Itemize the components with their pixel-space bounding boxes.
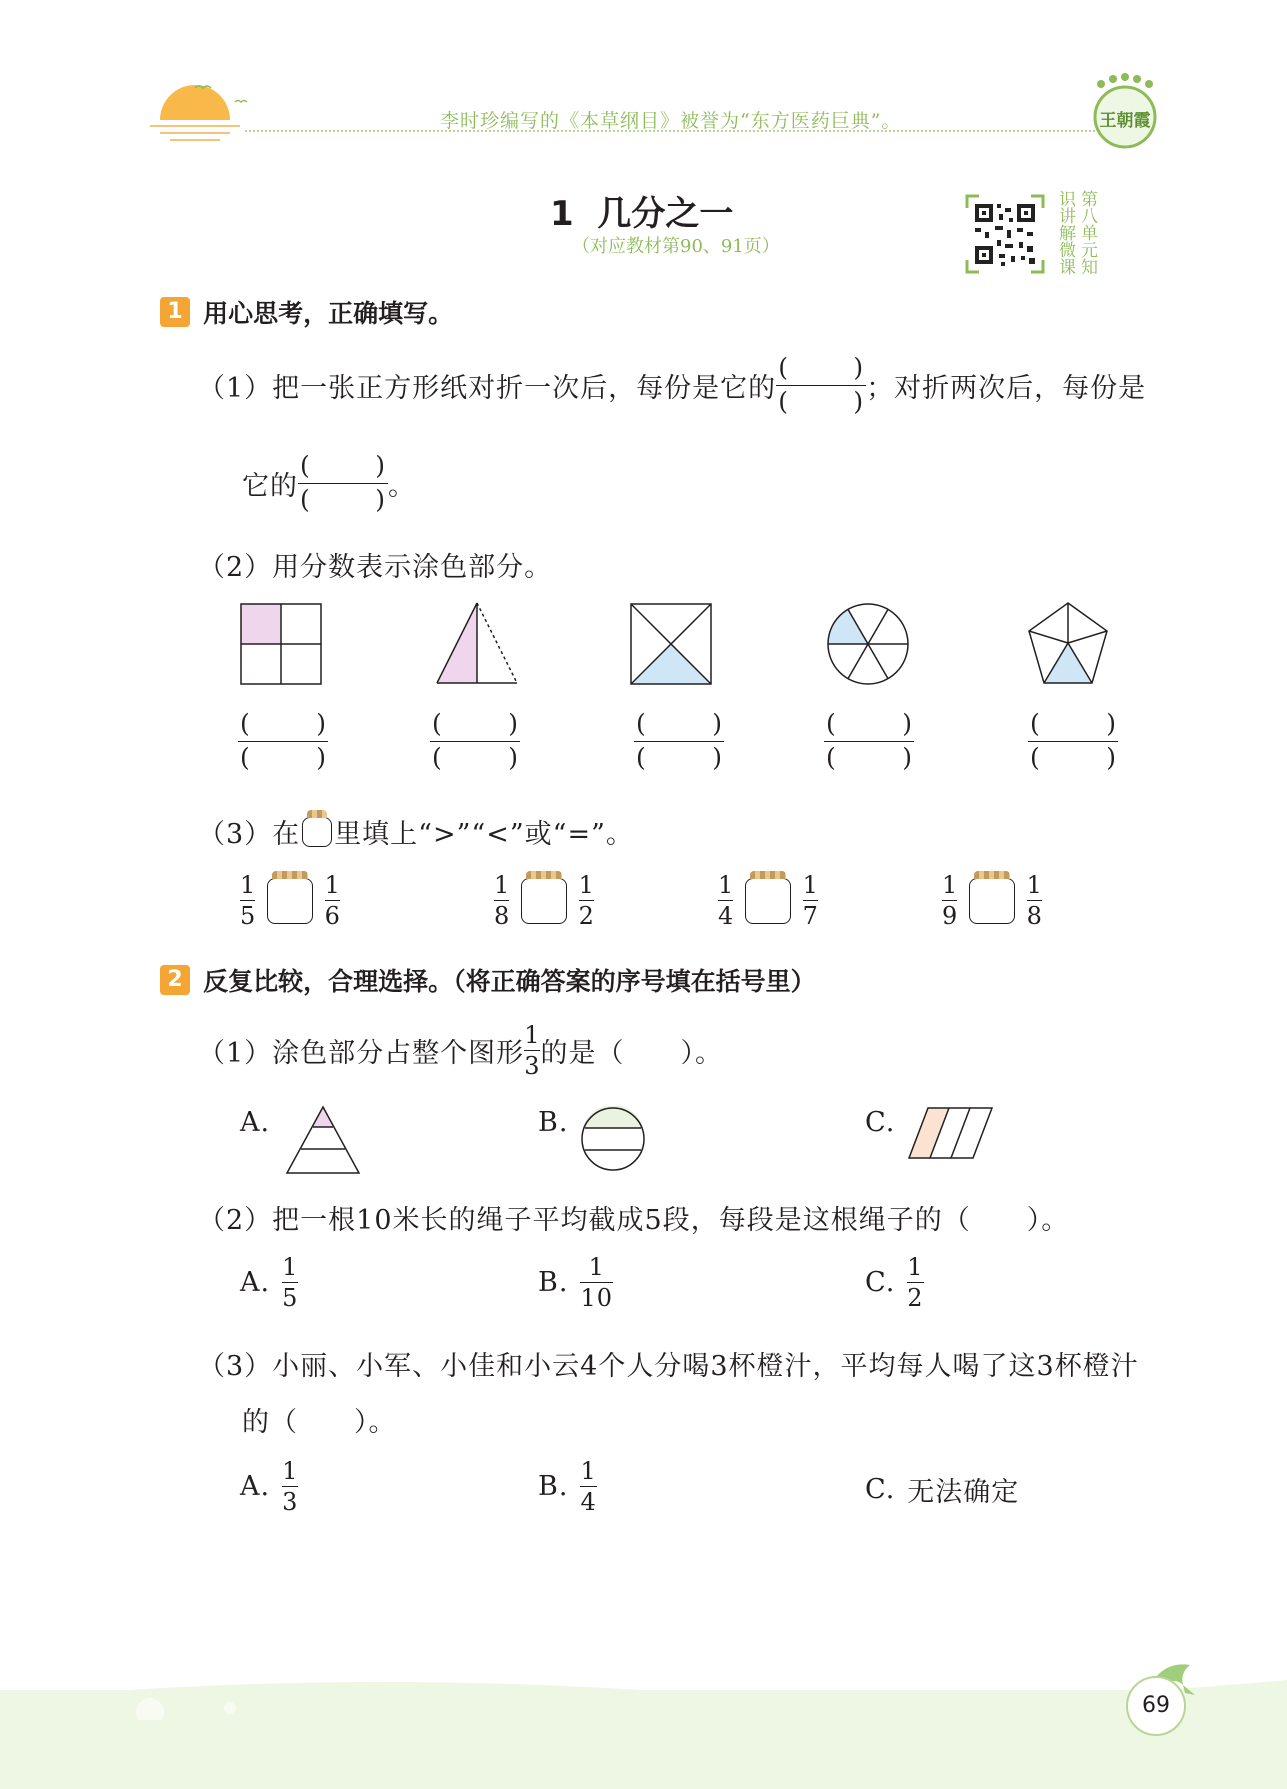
section-1-number: 1 (160, 297, 190, 327)
denominator: 5 (240, 902, 256, 930)
paren-open: ( (240, 709, 250, 738)
square-diagonal-shaded-figure (630, 603, 712, 685)
paren-open: ( (636, 742, 646, 772)
paren-open: ( (300, 451, 311, 480)
option-b[interactable] (538, 1456, 597, 1517)
option-c-label[interactable]: C. (865, 1107, 896, 1138)
denominator: 8 (1026, 902, 1042, 930)
denominator: 3 (524, 1052, 541, 1080)
option-a-label[interactable]: A. (240, 1107, 271, 1138)
option-a[interactable] (240, 1252, 298, 1313)
question-1-1-text-b: ；对折两次后，每份是 (866, 372, 1147, 404)
answer-blank-fraction[interactable] (776, 352, 866, 418)
option-c[interactable] (865, 1470, 1019, 1509)
question-1-1-text-d: 。 (388, 470, 416, 502)
question-1-3 (198, 812, 634, 851)
fraction-right (325, 870, 340, 931)
paren-close: ) (853, 353, 865, 382)
compare-box[interactable] (521, 878, 567, 924)
brand-logo (1085, 72, 1165, 152)
numerator: 1 (578, 871, 594, 899)
question-2-3-text-a: （3）小丽、小军、小佳和小云4个人分喝3杯橙汁，平均每人喝了这3杯橙汁 (198, 1351, 1139, 1382)
compare-box[interactable] (969, 878, 1015, 924)
paren-close: ) (1106, 709, 1116, 738)
section-1-title: 用心思考，正确填写。 (203, 299, 454, 328)
footer-wave-decoration (0, 1660, 1287, 1720)
paren-open: ( (432, 709, 442, 738)
denominator: 9 (942, 902, 958, 930)
numerator: 1 (580, 1457, 597, 1485)
denominator: 2 (578, 902, 594, 930)
paren-close: ) (508, 742, 518, 772)
fraction (524, 1020, 540, 1081)
logo-text: 王朝霞 (1099, 111, 1151, 131)
numerator: 1 (282, 1253, 299, 1281)
paren-open: ( (300, 484, 311, 514)
numerator: 1 (588, 1253, 605, 1281)
fraction (907, 1252, 923, 1313)
denominator: 8 (494, 902, 510, 930)
paren-open: ( (1030, 709, 1040, 738)
fraction-left (240, 870, 255, 931)
paren-close: ) (316, 709, 326, 738)
fraction (580, 1456, 596, 1517)
option-b[interactable] (538, 1252, 613, 1313)
paren-close: ) (712, 742, 722, 772)
comparison-item (494, 870, 594, 931)
fraction-left (942, 870, 957, 931)
fraction-left (494, 870, 509, 931)
numerator: 1 (240, 871, 256, 899)
numerator: 1 (282, 1457, 299, 1485)
numerator: 1 (1026, 871, 1042, 899)
denominator: 3 (282, 1488, 299, 1516)
paren-close: ) (375, 451, 386, 480)
fraction-right (579, 870, 594, 931)
paren-close: ) (316, 742, 326, 772)
answer-blank-fraction[interactable] (824, 708, 914, 774)
option-b-label[interactable]: B. (538, 1107, 569, 1138)
comparison-row (0, 870, 1287, 940)
paren-open: ( (1030, 742, 1040, 772)
denominator: 4 (718, 902, 734, 930)
question-1-1-line1 (198, 352, 1146, 418)
paren-close: ) (508, 709, 518, 738)
question-2-3-options (0, 1456, 1287, 1526)
option-label: A. (240, 1471, 271, 1502)
option-label: A. (240, 1267, 271, 1298)
question-1-2-text: （2）用分数表示涂色部分。 (198, 552, 553, 583)
page-subtitle: （对应教材第90、91页） (572, 236, 780, 257)
triangle-half-shaded-figure (434, 600, 520, 686)
question-2-3-text-b: 的（ ）。 (242, 1407, 397, 1438)
answer-blank-fraction[interactable] (298, 450, 388, 516)
denominator: 2 (907, 1284, 924, 1312)
fraction-right (1027, 870, 1042, 931)
section-2-heading (160, 962, 816, 998)
comparison-item (942, 870, 1042, 931)
section-1-heading (160, 294, 453, 330)
paren-open: ( (826, 709, 836, 738)
comparison-item (718, 870, 818, 931)
question-2-1-text-b: 的是（ ）。 (540, 1038, 723, 1069)
fraction (282, 1456, 298, 1517)
pentagon-fifth-shaded-figure (1025, 600, 1111, 686)
denominator: 6 (324, 902, 340, 930)
option-label: B. (538, 1471, 569, 1502)
paren-close: ) (902, 709, 912, 738)
question-2-2-options (0, 1252, 1287, 1322)
paren-open: ( (826, 742, 836, 772)
sunset-icon (150, 80, 260, 150)
question-2-1 (198, 1020, 723, 1081)
fraction (282, 1252, 298, 1313)
section-2-title: 反复比较，合理选择。（将正确答案的序号填在括号里） (203, 967, 816, 996)
comparison-item (240, 870, 340, 931)
compare-box[interactable] (267, 878, 313, 924)
qr-label (1048, 190, 1098, 280)
paren-close: ) (902, 742, 912, 772)
option-a[interactable] (240, 1456, 298, 1517)
option-label: B. (538, 1267, 569, 1298)
triangle-option-figure[interactable] (285, 1105, 361, 1175)
square-quarter-shaded-figure (240, 603, 322, 685)
page-number-badge (1126, 1676, 1186, 1736)
paren-close: ) (1106, 742, 1116, 772)
fraction-left (718, 870, 733, 931)
parallelogram-option-figure[interactable] (908, 1106, 994, 1160)
section-2-number: 2 (160, 965, 190, 995)
qr-label-text: 第八单元知识讲解微课 (1055, 190, 1097, 275)
option-c[interactable] (865, 1252, 924, 1313)
circle-option-figure[interactable] (580, 1106, 646, 1172)
fraction (580, 1252, 613, 1313)
numerator: 1 (494, 871, 510, 899)
question-1-1-line2 (242, 450, 416, 516)
circle-sixth-shaded-figure (826, 602, 910, 686)
option-label: C. (865, 1474, 896, 1505)
qr-code-icon (965, 194, 1045, 274)
paren-open: ( (240, 742, 250, 772)
question-2-2-text: （2）把一根10米长的绳子平均截成5段，每段是这根绳子的（ ）。 (198, 1205, 1070, 1236)
answer-blank-fraction[interactable] (634, 708, 724, 774)
paren-open: ( (636, 709, 646, 738)
qr-code[interactable] (965, 194, 1045, 274)
question-1-1-text-a: （1）把一张正方形纸对折一次后，每份是它的 (198, 372, 777, 404)
numerator: 1 (942, 871, 958, 899)
paren-close: ) (375, 484, 386, 514)
question-2-1-text-a: （1）涂色部分占整个图形 (198, 1038, 525, 1069)
numerator: 1 (907, 1253, 924, 1281)
question-1-3-text-a: （3）在 (198, 819, 301, 850)
question-1-3-text-b: 里填上“>”“<”或“=”。 (334, 819, 634, 850)
compare-box[interactable] (745, 878, 791, 924)
numerator: 1 (324, 871, 340, 899)
numerator: 1 (718, 871, 734, 899)
paren-open: ( (778, 353, 789, 382)
paren-close: ) (712, 709, 722, 738)
answer-blank-fraction[interactable] (430, 708, 520, 774)
compare-box-sample (302, 817, 332, 847)
header-quote: 李时珍编写的《本草纲目》被誉为“东方医药巨典”。 (440, 110, 902, 132)
page-number: 69 (1142, 1693, 1170, 1718)
paren-close: ) (853, 386, 865, 416)
paren-open: ( (432, 742, 442, 772)
option-text: 无法确定 (907, 1477, 1020, 1508)
denominator: 7 (802, 902, 818, 930)
numerator: 1 (524, 1021, 541, 1049)
option-label: C. (865, 1267, 896, 1298)
denominator: 10 (580, 1284, 613, 1312)
header (0, 60, 1287, 160)
answer-blank-fraction[interactable] (1028, 708, 1118, 774)
paren-open: ( (778, 386, 789, 416)
denominator: 5 (282, 1284, 299, 1312)
answer-blank-fraction[interactable] (238, 708, 328, 774)
fraction-right (803, 870, 818, 931)
denominator: 4 (580, 1488, 597, 1516)
page-title: 1 几分之一 (550, 194, 734, 234)
question-1-1-text-c: 它的 (242, 470, 298, 502)
numerator: 1 (802, 871, 818, 899)
